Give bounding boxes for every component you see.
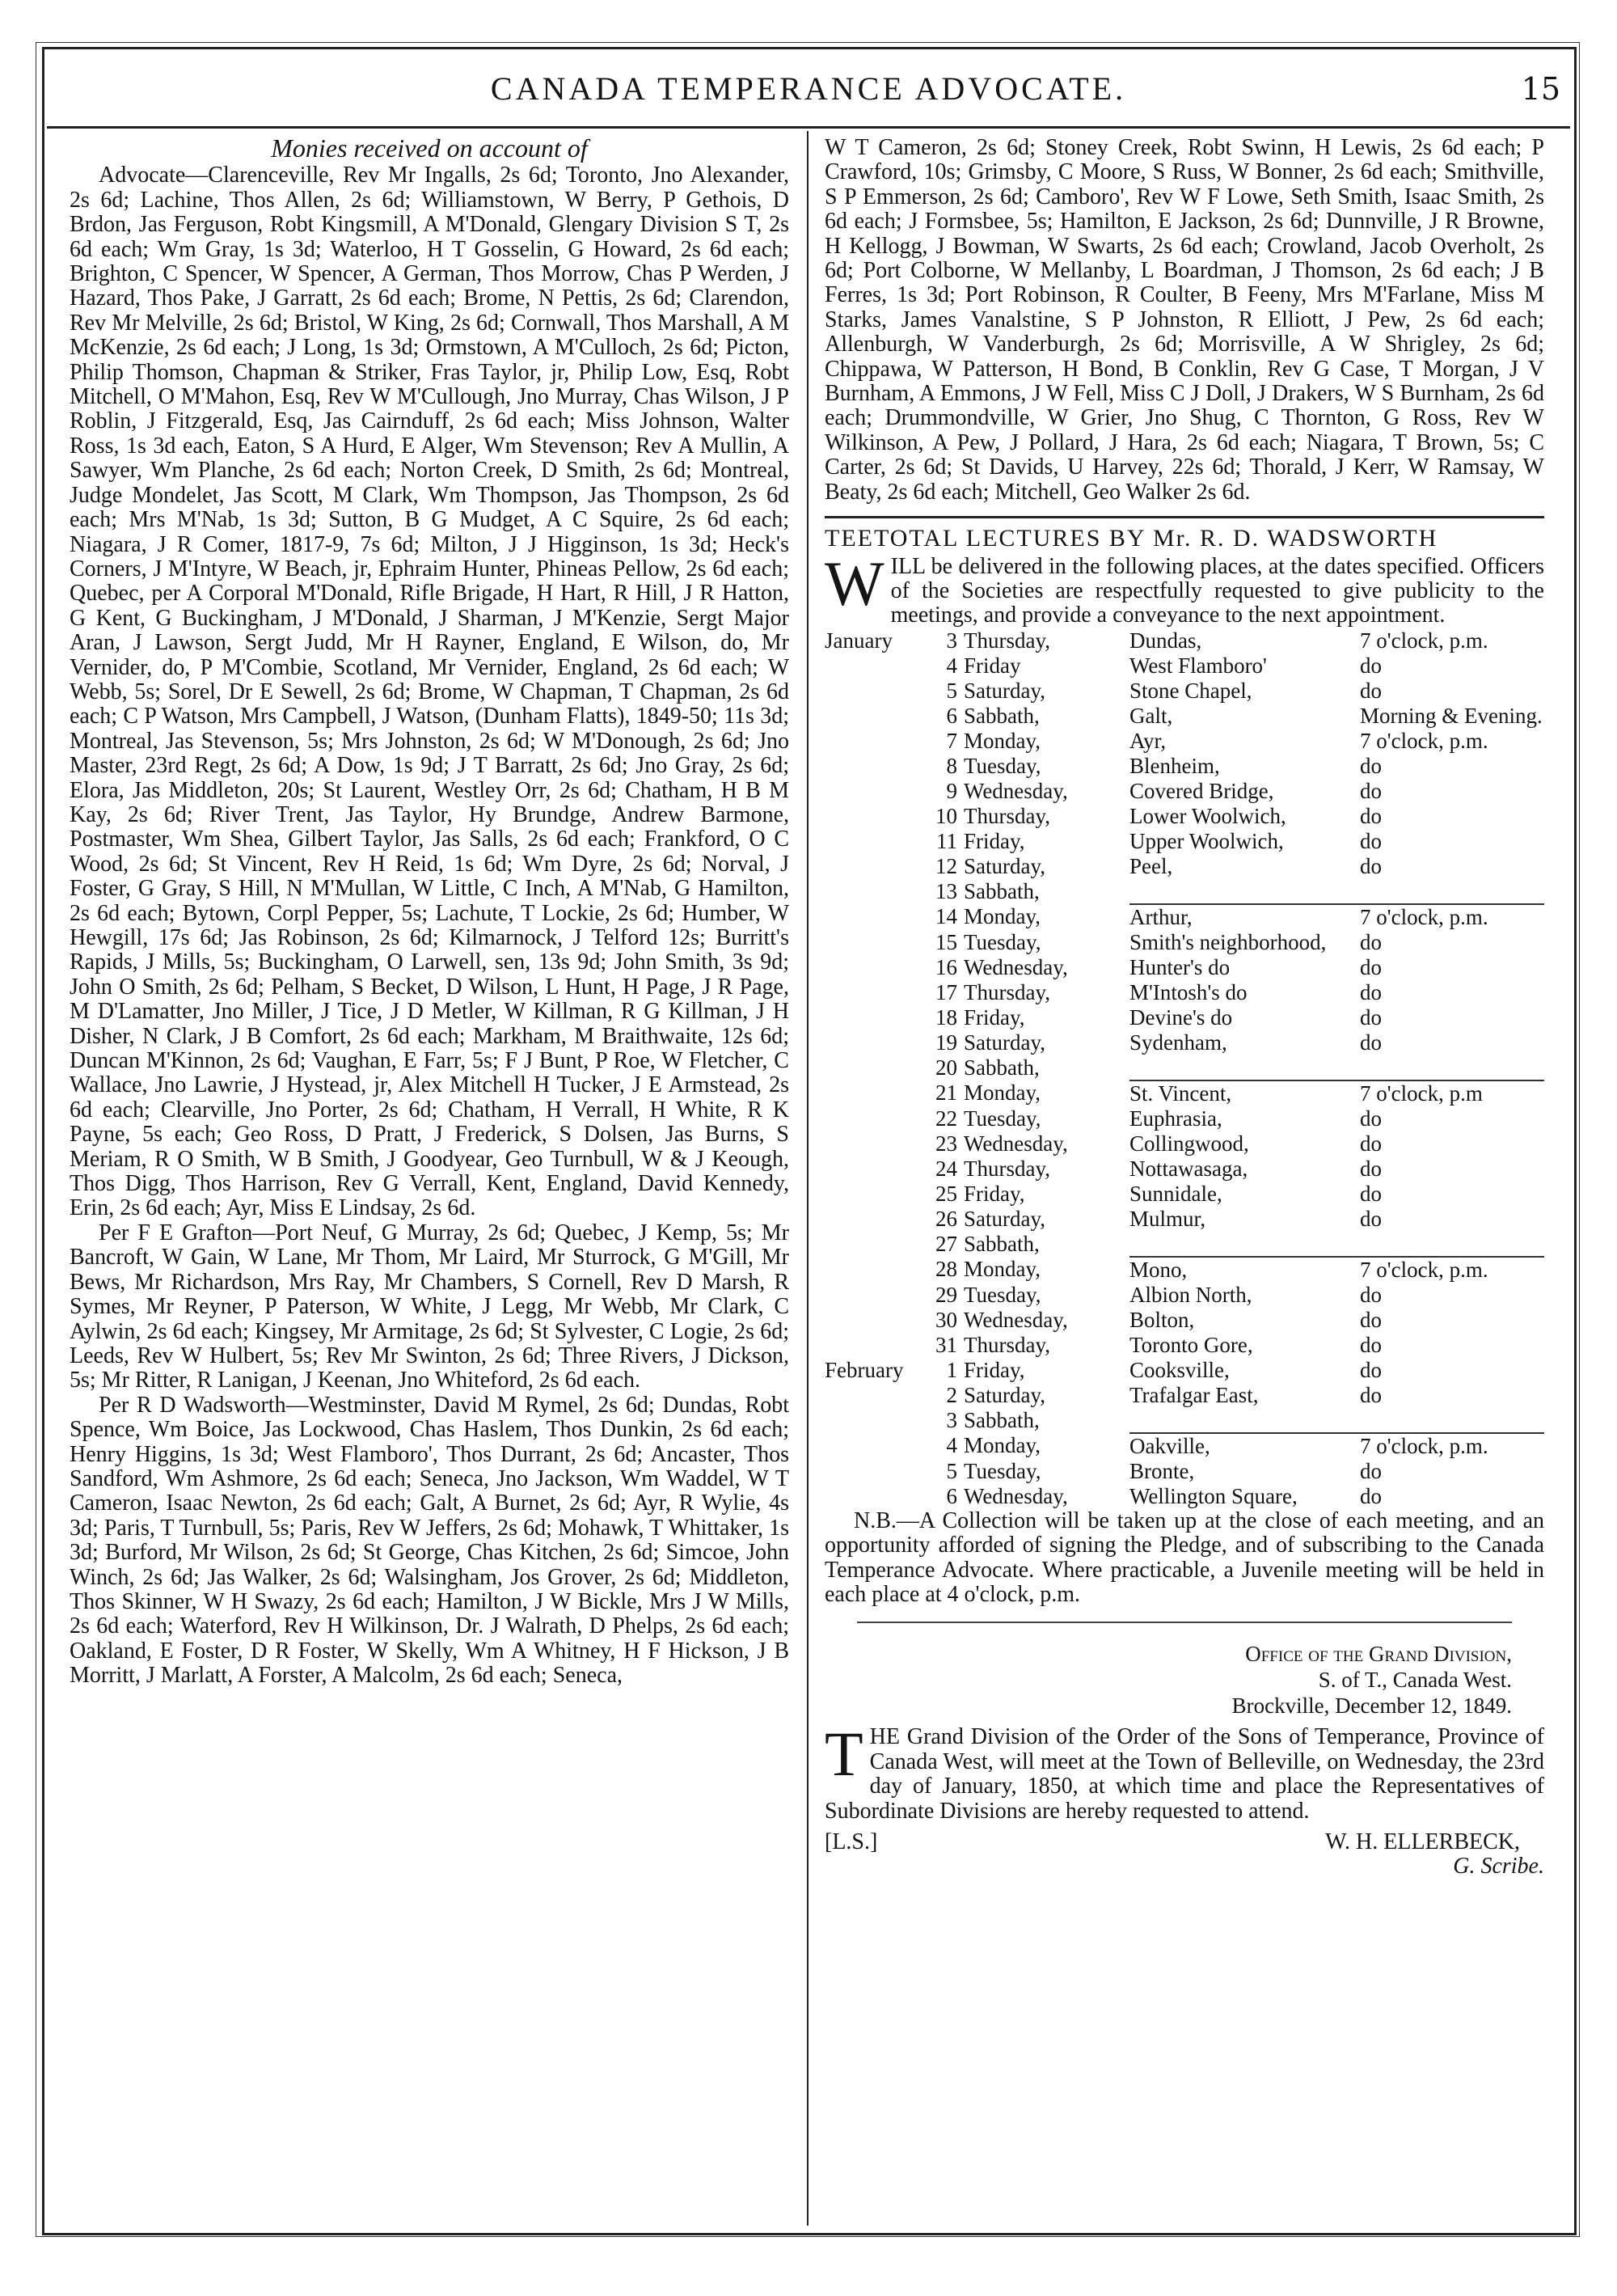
- schedule-day: 24: [935, 1156, 957, 1181]
- schedule-place: [1129, 1055, 1360, 1080]
- schedule-day: 23: [935, 1131, 957, 1156]
- schedule-day: 10: [935, 803, 957, 828]
- schedule-row: [825, 653, 1544, 679]
- schedule-weekday: Wednesday,: [964, 954, 1068, 979]
- office-line-3: Brockville, December 12, 1849.: [1231, 1693, 1512, 1719]
- office-line-1: Office of the Grand Division,: [1245, 1642, 1512, 1667]
- schedule-place: Wellington Square,: [1129, 1483, 1298, 1508]
- schedule-weekday: Thursday,: [964, 1332, 1050, 1357]
- schedule-time: Morning & Evening.: [1360, 703, 1543, 728]
- schedule-place: Arthur,: [1129, 904, 1193, 929]
- schedule-day: 27: [935, 1231, 957, 1256]
- grand-division-notice: [825, 1719, 1544, 1824]
- schedule-place: West Flamboro': [1129, 653, 1267, 678]
- schedule-row: [825, 1383, 1544, 1408]
- schedule-time: do: [1360, 853, 1382, 878]
- schedule-day: 26: [935, 1206, 957, 1231]
- schedule-time: do: [1360, 1181, 1382, 1206]
- schedule-month: [825, 804, 922, 829]
- schedule-weekday: Friday,: [964, 828, 1025, 853]
- schedule-place: Toronto Gore,: [1129, 1332, 1253, 1357]
- lecture-schedule: [825, 628, 1544, 1509]
- schedule-day: 21: [935, 1080, 957, 1105]
- schedule-row: [825, 704, 1544, 729]
- schedule-time: do: [1360, 1382, 1382, 1407]
- schedule-row: [825, 1156, 1544, 1182]
- schedule-time: [1360, 879, 1544, 904]
- schedule-time: do: [1360, 929, 1382, 954]
- schedule-place: Galt,: [1129, 703, 1173, 728]
- schedule-weekday: Thursday,: [964, 628, 1050, 653]
- schedule-month: [825, 829, 922, 854]
- schedule-month: [825, 1106, 922, 1131]
- schedule-month: [825, 1433, 922, 1459]
- schedule-place: Dundas,: [1129, 628, 1202, 653]
- schedule-weekday: Wednesday,: [964, 1307, 1068, 1332]
- schedule-place: Covered Bridge,: [1129, 778, 1274, 803]
- schedule-day: 11: [936, 828, 957, 853]
- schedule-month: [825, 1257, 922, 1283]
- schedule-place: Stone Chapel,: [1129, 678, 1252, 703]
- schedule-place: Peel,: [1129, 853, 1173, 878]
- nb-label: N.B.—: [854, 1507, 919, 1533]
- schedule-row: [825, 1055, 1544, 1080]
- schedule-place: Hunter's do: [1129, 954, 1231, 979]
- schedule-row: [825, 1459, 1544, 1484]
- masthead-rule: [47, 126, 1570, 129]
- schedule-weekday: Saturday,: [964, 1206, 1045, 1231]
- schedule-row: [825, 930, 1544, 955]
- schedule-day: 14: [935, 903, 957, 928]
- schedule-month: February: [825, 1357, 904, 1382]
- schedule-month: [825, 1030, 922, 1055]
- monies-paragraph-grafton: Per F E Grafton—Port Neuf, G Murray, 2s 6d; Quebec, J Kemp, 5s; Mr Bancroft, W Gain, W Lane, Mr Thom, Mr Laird, Mr Sturrock, G M'Gill, Mr Bews, Mr Richardson, Mrs Ray, Mr Chambers, S Cornell, Rev D Marsh, R Symes, Mr Reyner, P Paterson, W White, J Legg, Mr Webb, Mr Clark, C Aylwin, 2s 6d each; Kingsey, Mr Armitage, 2s 6d; St Sylvester, C Logie, 2s 6d; Leeds, Rev W Hulbert, 5s; Rev Mr Swinton, 2s 6d; Three Rivers, J Dickson, 5s; Mr Ritter, R Lanigan, J Keenan, Jno Whiteford, 2s 6d each.: [70, 1220, 789, 1393]
- schedule-weekday: Tuesday,: [964, 929, 1041, 954]
- schedule-time: do: [1360, 1156, 1382, 1181]
- schedule-month: [825, 1131, 922, 1156]
- schedule-time: do: [1360, 1483, 1382, 1508]
- schedule-time: [1360, 1232, 1544, 1257]
- schedule-row: [825, 904, 1544, 930]
- schedule-month: January: [825, 628, 893, 653]
- schedule-weekday: Saturday,: [964, 678, 1045, 703]
- schedule-place: Devine's do: [1129, 1004, 1233, 1030]
- nb-note: [825, 1509, 1544, 1608]
- schedule-time: do: [1360, 803, 1382, 828]
- schedule-month: [825, 1408, 922, 1433]
- schedule-weekday: Friday,: [964, 1004, 1025, 1030]
- schedule-month: [825, 1383, 922, 1408]
- schedule-time: do: [1360, 979, 1382, 1004]
- schedule-day: 12: [935, 853, 957, 878]
- schedule-day: 5: [946, 1458, 957, 1483]
- schedule-month: [825, 754, 922, 779]
- schedule-row: [825, 1182, 1544, 1207]
- schedule-row: [825, 1131, 1544, 1156]
- schedule-month: [825, 1459, 922, 1484]
- schedule-month: [825, 1156, 922, 1182]
- signature-line: [825, 1830, 1544, 1854]
- schedule-row: [825, 679, 1544, 704]
- schedule-place: Trafalgar East,: [1129, 1382, 1259, 1407]
- schedule-place: Bronte,: [1129, 1458, 1195, 1483]
- schedule-place: Euphrasia,: [1129, 1106, 1222, 1131]
- schedule-month: [825, 653, 922, 679]
- schedule-weekday: Tuesday,: [964, 1282, 1041, 1307]
- schedule-day: 25: [935, 1181, 957, 1206]
- nb-text: A Collection will be taken up at the close of each meeting, and an opportunity afforded of signing the Pledge, and of subscribing to the Canada Temperance Advocate. Where practicable, a Juvenile meeting will be held in each place at 4 o'clock, p.m.: [825, 1507, 1544, 1607]
- schedule-time: do: [1360, 653, 1382, 678]
- schedule-weekday: Friday: [964, 653, 1021, 678]
- schedule-time: do: [1360, 678, 1382, 703]
- schedule-time: do: [1360, 1458, 1382, 1483]
- schedule-time: do: [1360, 1106, 1382, 1131]
- schedule-month: [825, 1182, 922, 1207]
- schedule-row: [825, 1358, 1544, 1383]
- schedule-day: 6: [946, 703, 957, 728]
- schedule-time: 7 o'clock, p.m.: [1360, 1257, 1488, 1282]
- schedule-weekday: Sabbath,: [964, 1055, 1040, 1080]
- schedule-row: [825, 754, 1544, 779]
- schedule-weekday: Saturday,: [964, 853, 1045, 878]
- schedule-month: [825, 980, 922, 1005]
- schedule-row: [825, 1005, 1544, 1030]
- schedule-row: [825, 1433, 1544, 1459]
- column-divider: [807, 131, 808, 2226]
- schedule-day: 5: [946, 678, 957, 703]
- schedule-place: Nottawasaga,: [1129, 1156, 1248, 1181]
- lectures-title: TEETOTAL LECTURES BY Mr. R. D. WADSWORTH: [825, 525, 1438, 552]
- notice-rule: [857, 1622, 1512, 1623]
- schedule-time: do: [1360, 954, 1382, 979]
- schedule-place: Ayr,: [1129, 728, 1167, 753]
- schedule-day: 16: [935, 954, 957, 979]
- schedule-row: [825, 729, 1544, 754]
- schedule-month: [825, 1283, 922, 1308]
- schedule-day: 2: [946, 1382, 957, 1407]
- monies-continuation: W T Cameron, 2s 6d; Stoney Creek, Robt Swinn, H Lewis, 2s 6d each; P Crawford, 10s; Grimsby, C Moore, S Russ, W Bonner, 2s 6d each; Smithville, S P Emmerson, 2s 6d; Camboro', Rev W F Lowe, Seth Smith, Isaac Smith, 2s 6d each; J Formsbee, 5s; Hamilton, E Jackson, 2s 6d; Dunnville, J R Browne, H Kellogg, J Bowman, W Swarts, 2s 6d each; Crowland, Jacob Overholt, 2s 6d; Port Colborne, W Mellanby, L Boardman, J Thomson, 2s 6d each; J B Ferres, 1s 3d; Port Robinson, R Coulter, B Feeny, Mrs M'Farlane, Miss M Starks, James Vanalstine, S P Johnston, R Elliott, J Pew, 2s 6d each; Allenburgh, W Vanderburgh, 2s 6d; Morrisville, A W Shrigley, 2s 6d; Chippawa, W Patterson, H Bond, B Conklin, Rev G Case, T Morgan, J V Burnham, A Emmons, J W Fell, Miss C J Doll, J Drakers, W S Burnham, 2s 6d each; Drummondville, W Grier, Jno Shug, C Thornton, G Ross, Rev W Wilkinson, A Pew, J Pollard, J Hara, 2s 6d each; Niagara, T Brown, 5s; C Carter, 2s 6d; St Davids, U Harvey, 22s 6d; Thorald, J Kerr, W Ramsay, W Beaty, 2s 6d each; Mitchell, Geo Walker 2s 6d.: [825, 135, 1544, 505]
- schedule-row: [825, 854, 1544, 879]
- schedule-weekday: Tuesday,: [964, 1458, 1041, 1483]
- schedule-weekday: Sabbath,: [964, 703, 1040, 728]
- schedule-day: 13: [935, 878, 957, 903]
- office-address: [825, 1641, 1544, 1719]
- schedule-day: 8: [946, 753, 957, 778]
- schedule-time: do: [1360, 1030, 1382, 1055]
- schedule-time: [1360, 1055, 1544, 1080]
- schedule-weekday: Thursday,: [964, 979, 1050, 1004]
- schedule-day: 29: [935, 1282, 957, 1307]
- schedule-place: Cooksville,: [1129, 1357, 1230, 1382]
- schedule-row: [825, 1080, 1544, 1106]
- schedule-day: 4: [946, 1432, 957, 1457]
- schedule-time: 7 o'clock, p.m: [1360, 1080, 1483, 1106]
- schedule-place: [1129, 1232, 1360, 1257]
- newspaper-title: CANADA TEMPERANCE ADVOCATE.: [490, 70, 1127, 107]
- schedule-weekday: Monday,: [964, 903, 1041, 928]
- left-column: [70, 133, 789, 1689]
- schedule-weekday: Monday,: [964, 1080, 1041, 1105]
- schedule-place: Sydenham,: [1129, 1030, 1227, 1055]
- schedule-month: [825, 679, 922, 704]
- office-line-2: S. of T., Canada West.: [1318, 1668, 1512, 1693]
- schedule-day: 3: [946, 1407, 957, 1432]
- schedule-day: 15: [935, 929, 957, 954]
- schedule-weekday: Thursday,: [964, 1156, 1050, 1181]
- schedule-day: 7: [946, 728, 957, 753]
- schedule-month: [825, 1005, 922, 1030]
- lectures-intro-text: ILL be delivered in the following places, at the dates specified. Officers of the Societies are respectfully requested to give publicity to the meetings, and provide a conveyance to the next appointment.: [890, 553, 1544, 628]
- schedule-time: do: [1360, 1004, 1382, 1030]
- schedule-weekday: Wednesday,: [964, 1131, 1068, 1156]
- schedule-month: [825, 930, 922, 955]
- schedule-row: [825, 1408, 1544, 1433]
- schedule-month: [825, 1484, 922, 1509]
- schedule-weekday: Tuesday,: [964, 1106, 1041, 1131]
- schedule-place: Albion North,: [1129, 1282, 1252, 1307]
- schedule-time: do: [1360, 1332, 1382, 1357]
- lectures-intro: [825, 548, 1544, 628]
- monies-heading: Monies received on account of: [271, 133, 588, 163]
- schedule-day: 31: [935, 1332, 957, 1357]
- schedule-time: do: [1360, 1357, 1382, 1382]
- schedule-row: [825, 1232, 1544, 1257]
- schedule-place: Lower Woolwich,: [1129, 803, 1286, 828]
- schedule-time: do: [1360, 1282, 1382, 1307]
- schedule-time: do: [1360, 778, 1382, 803]
- schedule-month: [825, 1055, 922, 1080]
- section-rule: [825, 516, 1544, 518]
- schedule-row: [825, 980, 1544, 1005]
- schedule-time: do: [1360, 1131, 1382, 1156]
- schedule-row: [825, 1283, 1544, 1308]
- signer-name: W. H. ELLERBECK,: [1325, 1829, 1520, 1854]
- schedule-place: Upper Woolwich,: [1129, 828, 1284, 853]
- schedule-month: [825, 879, 922, 904]
- schedule-month: [825, 955, 922, 980]
- schedule-place: Blenheim,: [1129, 753, 1220, 778]
- schedule-month: [825, 1207, 922, 1232]
- schedule-row: [825, 955, 1544, 980]
- schedule-place: Smith's neighborhood,: [1129, 929, 1327, 954]
- schedule-day: 17: [935, 979, 957, 1004]
- schedule-place: Sunnidale,: [1129, 1181, 1222, 1206]
- schedule-weekday: Monday,: [964, 728, 1041, 753]
- schedule-day: 9: [946, 778, 957, 803]
- schedule-row: [825, 628, 1544, 653]
- masthead: [49, 70, 1568, 118]
- notice-text: HE Grand Division of the Order of the Sons of Temperance, Province of Canada West, will meet at the Town of Belleville, on Wednesday, the 23rd day of January, 1850, at which time and place the Representatives of Subordinate Divisions are hereby requested to attend.: [825, 1724, 1544, 1824]
- schedule-time: do: [1360, 1206, 1382, 1231]
- schedule-weekday: Saturday,: [964, 1030, 1045, 1055]
- schedule-row: [825, 779, 1544, 804]
- page-number: 15: [1521, 71, 1560, 107]
- schedule-place: [1129, 1408, 1360, 1433]
- schedule-weekday: Friday,: [964, 1357, 1025, 1382]
- schedule-row: [825, 1030, 1544, 1055]
- schedule-weekday: Sabbath,: [964, 878, 1040, 903]
- schedule-month: [825, 1333, 922, 1358]
- schedule-day: 3: [946, 628, 957, 653]
- schedule-month: [825, 1080, 922, 1106]
- schedule-place: St. Vincent,: [1129, 1080, 1232, 1106]
- schedule-day: 28: [935, 1256, 957, 1281]
- schedule-row: [825, 1106, 1544, 1131]
- schedule-day: 20: [935, 1055, 957, 1080]
- schedule-time: 7 o'clock, p.m.: [1360, 1433, 1488, 1458]
- schedule-weekday: Saturday,: [964, 1382, 1045, 1407]
- schedule-month: [825, 904, 922, 930]
- schedule-day: 19: [935, 1030, 957, 1055]
- schedule-row: [825, 1207, 1544, 1232]
- schedule-row: [825, 804, 1544, 829]
- signer-title: G. Scribe.: [1453, 1854, 1544, 1880]
- monies-paragraph-wadsworth: Per R D Wadsworth—Westminster, David M Rymel, 2s 6d; Dundas, Robt Spence, Wm Boice, Jas Lockwood, Chas Haslem, Thos Dunkin, 2s 6d each; Henry Higgins, 1s 3d; West Flamboro', Thos Durrant, 2s 6d; Ancaster, Thos Sandford, Wm Ashmore, 2s 6d each; Seneca, Jno Jackson, Wm Waddel, W T Cameron, Isaac Newton, 2s 6d each; Galt, A Burnet, 2s 6d; Ayr, R Wylie, 4s 3d; Paris, T Turnbull, 5s; Paris, Rev W Jeffers, 2s 6d; Mohawk, T Whittaker, 1s 3d; Burford, Mr Wilson, 2s 6d; St George, Chas Kitchen, 2s 6d; Simcoe, John Winch, 2s 6d; Jas Walker, 2s 6d; Walsingham, Jos Grover, 2s 6d; Middleton, Thos Skinner, W H Swazy, 2s 6d each; Hamilton, J W Bickle, Mrs J W Mills, 2s 6d each; Waterford, Rev H Wilkinson, Dr. J Walrath, D Phelps, 2s 6d each; Oakland, E Foster, D R Foster, W Skelly, Wm A Whitney, H F Hickson, J B Morritt, J Marlatt, A Forster, A Malcolm, 2s 6d each; Seneca,: [70, 1392, 789, 1689]
- schedule-time: do: [1360, 828, 1382, 853]
- schedule-month: [825, 1232, 922, 1257]
- schedule-month: [825, 704, 922, 729]
- schedule-place: Oakville,: [1129, 1433, 1210, 1458]
- schedule-row: [825, 829, 1544, 854]
- schedule-time: 7 o'clock, p.m.: [1360, 728, 1488, 753]
- right-column: [825, 136, 1544, 1880]
- schedule-row: [825, 1257, 1544, 1283]
- schedule-weekday: Friday,: [964, 1181, 1025, 1206]
- schedule-place: Mulmur,: [1129, 1206, 1206, 1231]
- schedule-time: do: [1360, 1307, 1382, 1332]
- schedule-month: [825, 729, 922, 754]
- schedule-weekday: Wednesday,: [964, 778, 1068, 803]
- schedule-row: [825, 1484, 1544, 1509]
- schedule-place: Mono,: [1129, 1257, 1188, 1282]
- schedule-weekday: Wednesday,: [964, 1483, 1068, 1508]
- schedule-month: [825, 779, 922, 804]
- schedule-place: Collingwood,: [1129, 1131, 1249, 1156]
- schedule-day: 6: [946, 1483, 957, 1508]
- monies-paragraph-advocate: Advocate—Clarenceville, Rev Mr Ingalls, 2s 6d; Toronto, Jno Alexander, 2s 6d; Lachine, Thos Allen, 2s 6d; Williamstown, W Berry, P Gethois, D Brdon, Jas Ferguson, Robt Kingsmill, A M'Donald, Glengary Division S T, 2s 6d each; Wm Gray, 1s 3d; Waterloo, H T Gosselin, G Howard, 2s 6d each; Brighton, C Spencer, W Spencer, A German, Thos Morrow, Chas P Werden, J Hazard, Thos Pake, J Garratt, 2s 6d each; Brome, N Pettis, 2s 6d; Clarendon, Rev Mr Melville, 2s 6d; Bristol, W King, 2s 6d; Cornwall, Thos Marshall, A M McKenzie, 2s 6d each; J Long, 1s 3d; Ormstown, A M'Culloch, 2s 6d; Picton, Philip Thomson, Chapman & Striker, Fras Taylor, jr, Philip Low, Esq, Robt Mitchell, O M'Mahon, Esq, Rev W M'Cullough, Jno Murray, Chas Wilson, J P Roblin, J Fitzgerald, Esq, Jas Cairnduff, 2s 6d each; Miss Johnson, Walter Ross, 1s 3d each, Eaton, S A Hurd, E Alger, Wm Stevenson; Rev A Mullin, A Sawyer, Wm Planche, 2s 6d each; Norton Creek, D Smith, 2s 6d; Montreal, Judge Mondelet, Jas Scott, M Clark, Wm Thompson, Jas Thompson, 2s 6d each; Mrs M'Nab, 1s 3d; Sutton, B G Mudget, A C Squire, 2s 6d each; Niagara, J R Comer, 1817-9, 7s 6d; Milton, J J Higginson, 1s 3d; Heck's Corners, J M'Intyre, W Beach, jr, Ephraim Hunter, Phineas Pellow, 2s 6d each; Quebec, per A Corporal M'Donald, Rifle Brigade, H Hart, R Hill, J R Hatton, G Kent, G Buckingham, J M'Donald, J Sharman, J M'Kenzie, Sergt Major Aran, J Lawson, Sergt Judd, Mr H Rayner, England, E Wilson, do, Mr Vernider, do, P M'Combie, Scotland, Mr Vernider, England, 2s 6d each; W Webb, 5s; Sorel, Dr E Sewell, 2s 6d; Brome, W Chapman, T Chapman, 2s 6d each; C P Watson, Mrs Campbell, J Watson, (Dunham Flatts), 1849-50; 11s 3d; Montreal, Jas Stevenson, 5s; Mrs Johnston, 2s 6d; W M'Donough, 2s 6d; Jno Master, 23rd Regt, 2s 6d; A Dow, 1s 9d; J T Barratt, 2s 6d; Jno Gray, 2s 6d; Elora, Jas Middleton, 20s; St Laurent, Westley Orr, 2s 6d; Chatham, H B M Kay, 2s 6d; River Trent, Jas Taylor, Hy Brundge, Andrew Barmone, Postmaster, Wm Shea, Gilbert Taylor, Jas Salls, 2s 6d each; Frankford, O C Wood, 2s 6d; St Vincent, Rev H Reid, 1s 6d; Wm Dyre, 2s 6d; Norval, J Foster, G Gray, S Hill, N M'Mullan, W Little, C Inch, A M'Nab, G Hamilton, 2s 6d each; Bytown, Corpl Pepper, 5s; Lachute, T Lockie, 2s 6d; Humber, W Hewgill, 17s 6d; Jas Robinson, 2s 6d; Kilmarnock, J Telford 12s; Burritt's Rapids, J Mills, 5s; Buckingham, O Larwell, sen, 13s 9d; John Smith, 3s 9d; John O Smith, 2s 6d; Pelham, S Becket, D Wilson, L Hunt, H Page, J R Page, M D'Lamatter, Jno Miller, J Tice, J D Metler, W Killman, R G Killman, J H Disher, N Clark, J B Comfort, 2s 6d each; Markham, M Braithwaite, 12s 6d; Duncan M'Kinnon, 2s 6d; Vaughan, E Farr, 5s; F J Bunt, P Roe, W Fletcher, C Wallace, Jno Lawrie, J Hystead, jr, Alex Mitchell H Tucker, J E Armstead, 2s 6d each; Clearville, Jno Porter, 2s 6d; Chatham, H Verrall, H White, R K Payne, 5s each; Geo Ross, D Pratt, J Frederick, S Dolsen, Jas Burns, S Meriam, R O Smith, W B Smith, J Goodyear, Geo Turnbull, W & J Keough, Thos Digg, Thos Harrison, Rev G Verrall, Kent, England, David Kennedy, Erin, 2s 6d each; Ayr, Miss E Lindsay, 2s 6d.: [70, 163, 789, 1221]
- schedule-place: [1129, 879, 1360, 904]
- schedule-weekday: Tuesday,: [964, 753, 1041, 778]
- schedule-row: [825, 1333, 1544, 1358]
- schedule-day: 30: [935, 1307, 957, 1332]
- schedule-day: 1: [946, 1357, 957, 1382]
- schedule-weekday: Monday,: [964, 1256, 1041, 1281]
- schedule-weekday: Sabbath,: [964, 1231, 1040, 1256]
- notice-dropcap: T: [825, 1719, 863, 1790]
- lectures-dropcap: W: [825, 548, 884, 619]
- schedule-month: [825, 854, 922, 879]
- schedule-day: 4: [946, 653, 957, 678]
- schedule-weekday: Monday,: [964, 1432, 1041, 1457]
- schedule-day: 22: [935, 1106, 957, 1131]
- schedule-place: M'Intosh's do: [1129, 979, 1248, 1004]
- schedule-place: Bolton,: [1129, 1307, 1195, 1332]
- schedule-row: [825, 879, 1544, 904]
- schedule-time: [1360, 1408, 1544, 1433]
- seal-mark: [L.S.]: [825, 1829, 878, 1854]
- schedule-weekday: Sabbath,: [964, 1407, 1040, 1432]
- schedule-row: [825, 1308, 1544, 1333]
- schedule-month: [825, 1308, 922, 1333]
- schedule-time: 7 o'clock, p.m.: [1360, 904, 1488, 929]
- schedule-time: 7 o'clock, p.m.: [1360, 628, 1488, 653]
- schedule-weekday: Thursday,: [964, 803, 1050, 828]
- schedule-time: do: [1360, 753, 1382, 778]
- schedule-day: 18: [935, 1004, 957, 1030]
